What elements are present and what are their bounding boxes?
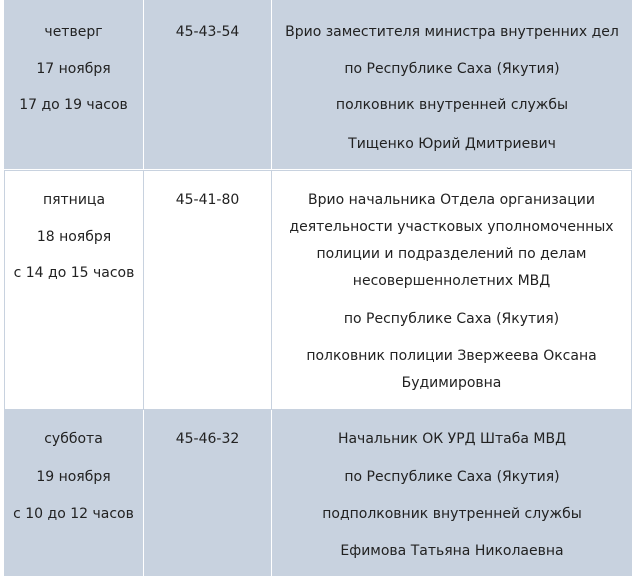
official-line: деятельности участковых уполномоченных bbox=[289, 219, 614, 235]
date: 18 ноября bbox=[36, 229, 112, 245]
weekday: четверг bbox=[44, 24, 103, 40]
official-line: полковник полиции Звержеева Оксана bbox=[306, 348, 597, 364]
official-line: подполковник внутренней службы bbox=[322, 506, 582, 522]
phone-cell bbox=[144, 410, 272, 576]
phone-cell bbox=[144, 0, 272, 169]
official-line: по Республике Саха (Якутия) bbox=[343, 311, 560, 327]
date-cell bbox=[4, 0, 144, 169]
time: с 10 до 12 часов bbox=[13, 506, 134, 522]
phone-number: 45-43-54 bbox=[175, 24, 240, 40]
official-line: Врио заместителя министра внутренних дел bbox=[285, 24, 619, 40]
official-line: полиции и подразделений по делам bbox=[316, 246, 587, 262]
official-cell bbox=[272, 171, 632, 409]
date: 17 ноября bbox=[36, 61, 111, 77]
official-cell bbox=[272, 410, 632, 576]
table-row bbox=[4, 170, 632, 410]
weekday: суббота bbox=[44, 431, 103, 447]
table-row bbox=[4, 410, 632, 577]
phone-number: 45-46-32 bbox=[175, 431, 240, 447]
weekday: пятница bbox=[42, 192, 106, 208]
official-line: полковник внутренней службы bbox=[335, 97, 569, 113]
official-line: по Республике Саха (Якутия) bbox=[344, 61, 560, 77]
official-line: Начальник ОК УРД Штаба МВД bbox=[337, 431, 567, 447]
official-line: Будимировна bbox=[401, 375, 502, 391]
date-cell bbox=[4, 410, 144, 576]
time: 17 до 19 часов bbox=[19, 97, 128, 113]
official-line: по Республике Саха (Якутия) bbox=[344, 469, 560, 485]
reception-schedule-table bbox=[4, 0, 632, 577]
official-line: Тищенко Юрий Дмитриевич bbox=[348, 136, 556, 152]
date-cell bbox=[4, 171, 144, 409]
official-line: Врио начальника Отдела организации bbox=[308, 192, 595, 208]
official-line: Ефимова Татьяна Николаевна bbox=[340, 543, 564, 559]
phone-number: 45-41-80 bbox=[175, 192, 240, 208]
official-line: несовершеннолетних МВД bbox=[352, 273, 551, 289]
official-cell bbox=[272, 0, 632, 169]
date: 19 ноября bbox=[36, 469, 111, 485]
table-row bbox=[4, 0, 632, 170]
phone-cell bbox=[144, 171, 272, 409]
time: с 14 до 15 часов bbox=[13, 265, 135, 281]
